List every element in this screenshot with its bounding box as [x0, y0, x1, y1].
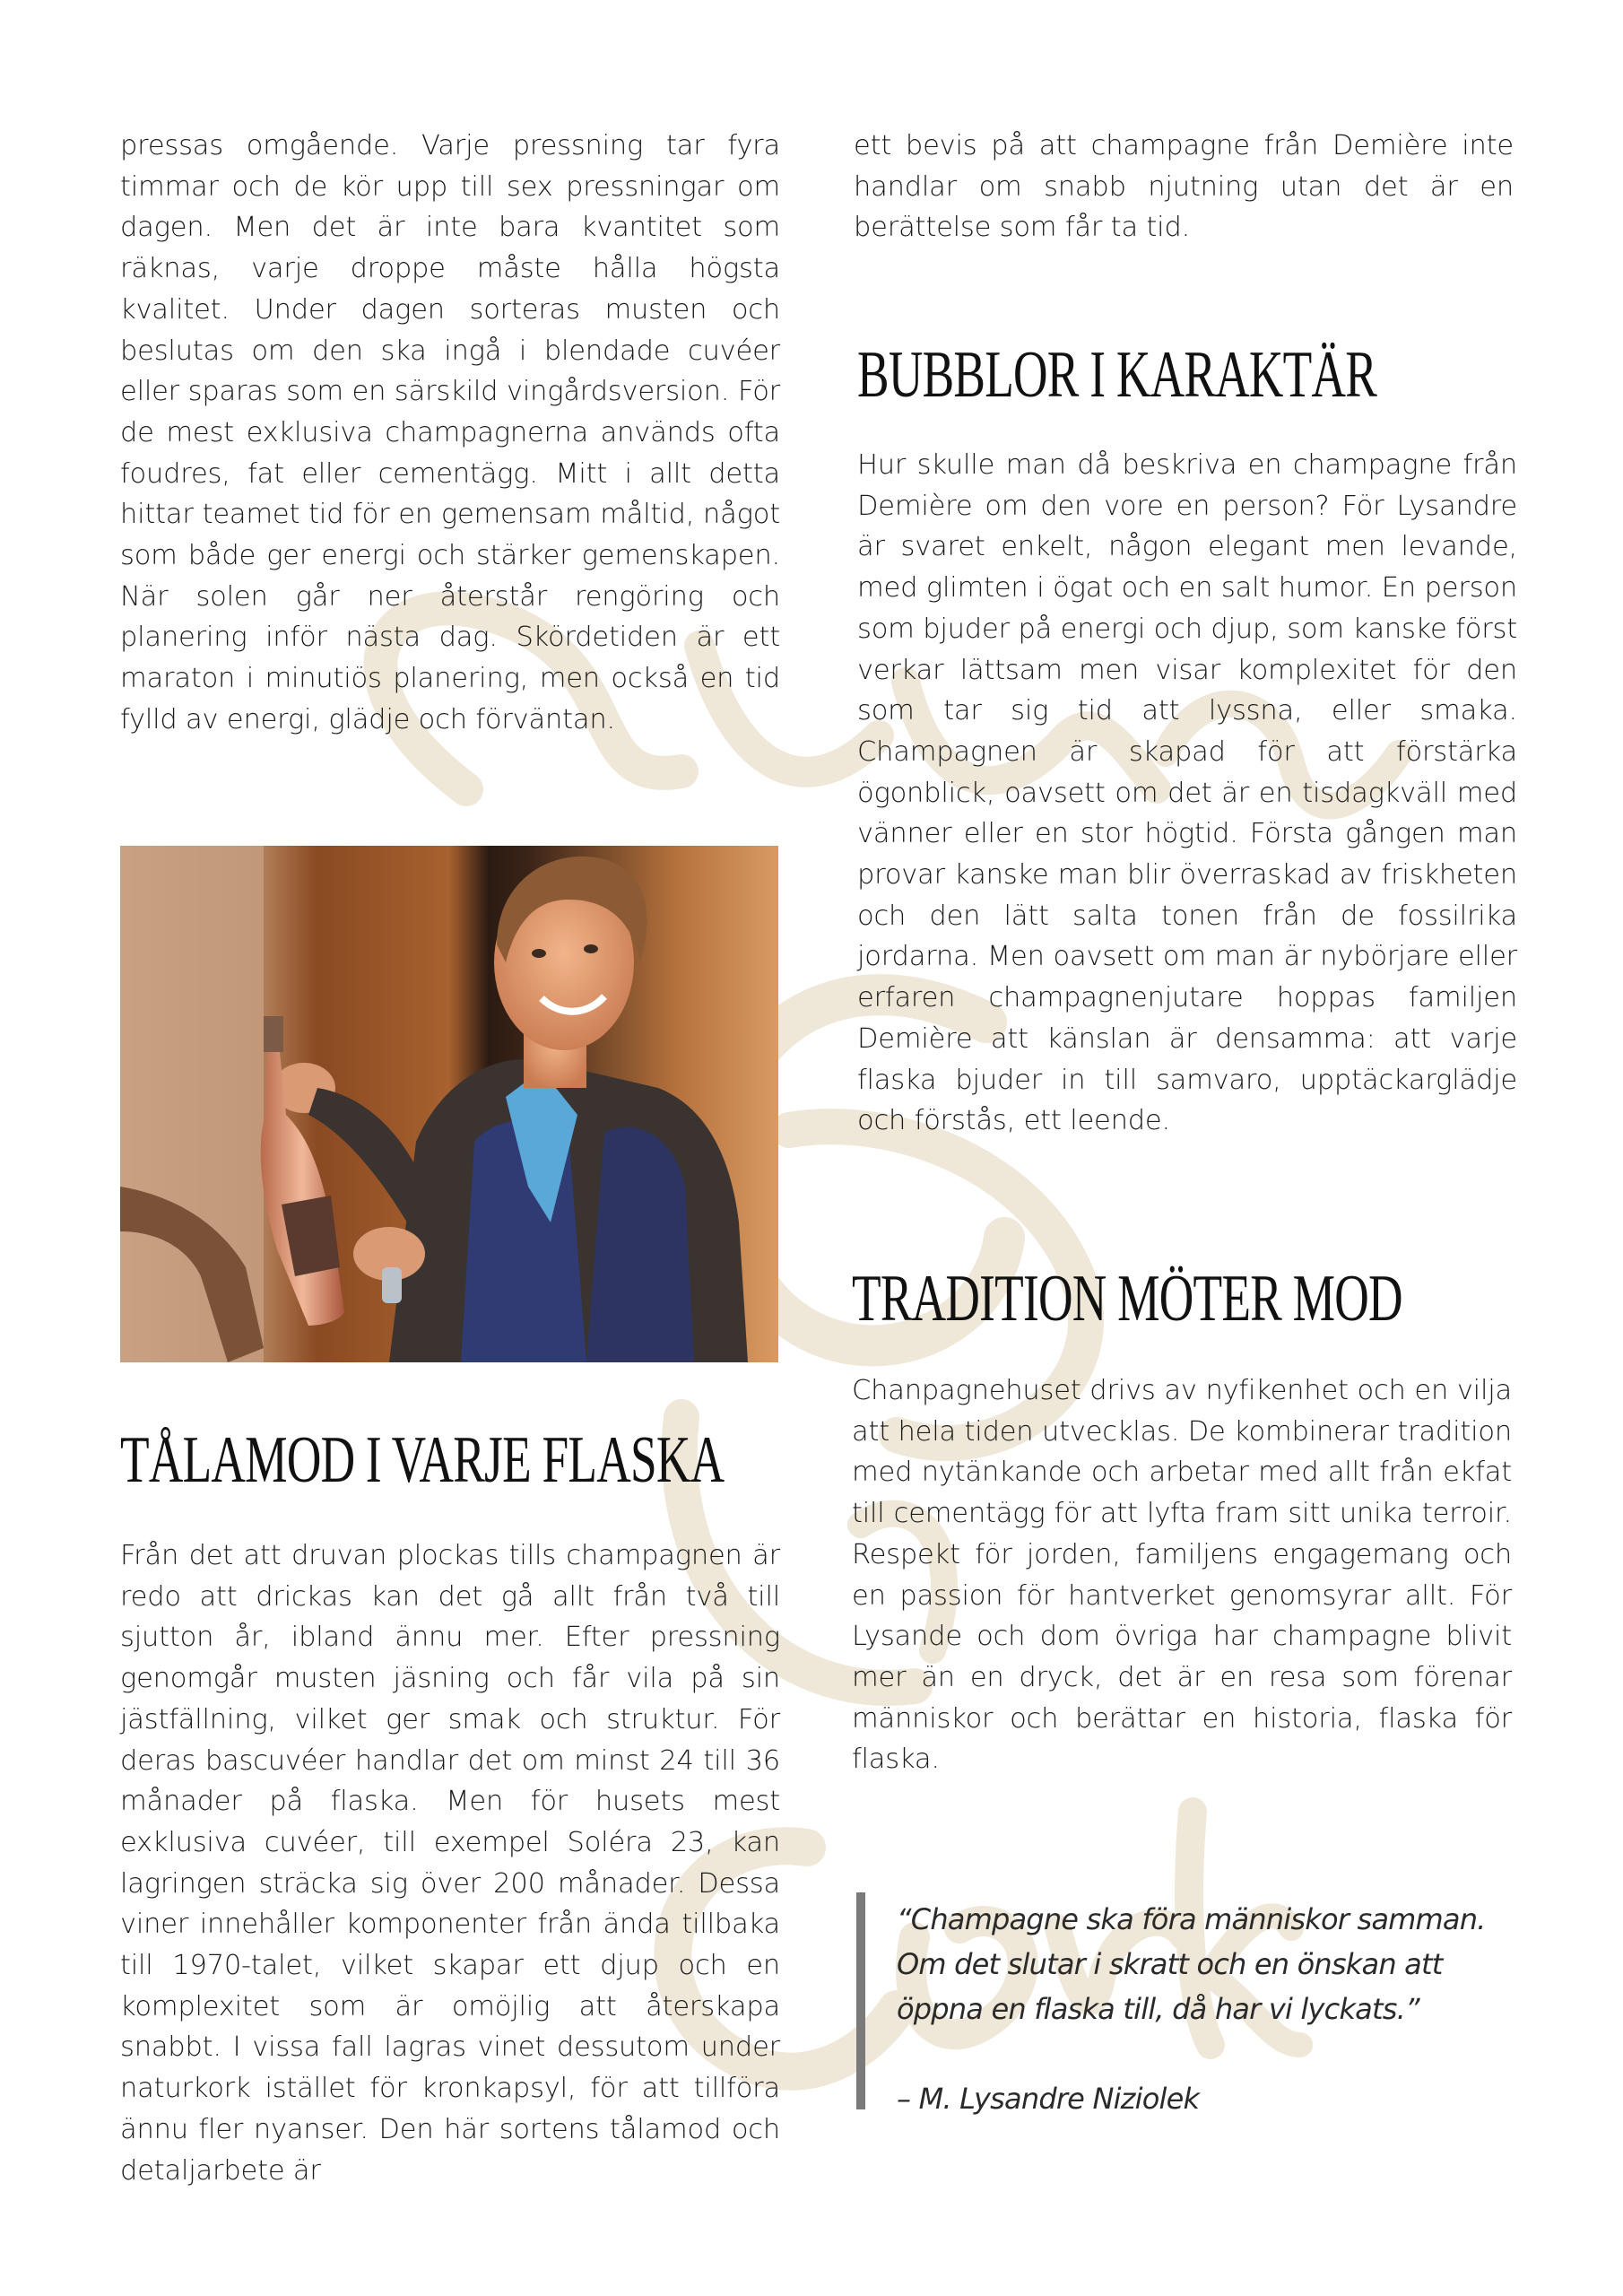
- quote-line-1: “Champagne ska föra människor samman.: [897, 1902, 1486, 1936]
- section-heading-talamod: TÅLAMOD I VARJE FLASKA: [120, 1423, 725, 1497]
- section-bubblor-body: [857, 445, 1517, 1142]
- right-intro-paragraph: ett bevis på att champagne från Demière inte handlar om snabb njutning utan det är en berättelse som får ta tid.: [854, 130, 1514, 244]
- section-talamod-body: [120, 1535, 780, 2191]
- section-talamod: [120, 1424, 784, 1496]
- quote-line-2: Om det slutar i skratt och en önskan att: [897, 1947, 1443, 1981]
- section-tradition-body: [852, 1370, 1512, 1780]
- section-tradition-paragraph: Chanpagnehuset drivs av nyfikenhet och en vilja att hela tiden utvecklas. De kombinerar tradition med nytänkande och arbetar med allt från ekfat till cementägg för att lyfta fram sitt unika terroir. Respekt för jorden, familjens engagemang och en passion för hantverket genomsyrar allt. För Lysande och dom övriga har champagne blivit mer än en dryck, det är en resa som förenar människor och berättar en historia, flaska för flaska.: [852, 1375, 1512, 1776]
- section-heading-tradition: TRADITION MÖTER MOD: [852, 1262, 1402, 1335]
- section-bubblor: [857, 339, 1521, 411]
- section-bubblor-paragraph: Hur skulle man då beskriva en champagne från Demière om den vore en person? För Lysandre är svaret enkelt, någon elegant men levande, med glimten i ögat och en salt humor. En person som bjuder på energi och djup, som kanske först verkar lättsam men visar komplexitet för den som tar sig tid att lyssna, eller smaka. Champagnen är skapad för att förstärka ögonblick, oavsett om det är en tisdagkväll med vänner eller en stor högtid. Första gången man provar kanske man blir överraskad av friskheten och den lätt salta tonen från de fossilrika jordarna. Men oavsett om man är nybörjare eller erfaren champagnenjutare hoppas familjen Demière att känslan är densamma: att varje flaska bjuder in till samvaro, upptäckarglädje och förstås, ett leende.: [857, 449, 1517, 1137]
- right-intro: [854, 126, 1514, 248]
- quote-attribution: – M. Lysandre Niziolek: [897, 2082, 1200, 2116]
- quote-bar: [856, 1892, 865, 2109]
- photo-winemaker-with-bottle: [120, 846, 778, 1362]
- section-tradition: [852, 1263, 1515, 1335]
- left-intro: [120, 126, 780, 741]
- pull-quote: [897, 1897, 1515, 2121]
- quote-line-3: öppna en flaska till, då har vi lyckats.”: [897, 1992, 1419, 2026]
- left-intro-paragraph: pressas omgående. Varje pressning tar fyra timmar och de kör upp till sex pressningar om dagen. Men det är inte bara kvantitet som räknas, varje droppe måste hålla högsta kvalitet. Under dagen sorteras musten och beslutas om den ska ingå i blendade cuvéer eller sparas som en särskild vingårdsversion. För de mest exklusiva champagnerna används ofta foudres, fat eller cementägg. Mitt i allt detta hittar teamet tid för en gemensam måltid, något som både ger energi och stärker gemenskapen. När solen går ner återstår rengöring och planering inför nästa dag. Skördetiden är ett maraton i minutiös planering, men också en tid fylld av energi, glädje och förväntan.: [120, 130, 780, 735]
- section-heading-bubblor: BUBBLOR I KARAKTÄR: [857, 338, 1377, 412]
- section-talamod-paragraph: Från det att druvan plockas tills champagnen är redo att drickas kan det gå allt från två till sjutton år, ibland ännu mer. Efter pressning genomgår musten jäsning och får vila på sin jästfällning, vilket ger smak och struktur. För deras bascuvéer handlar det om minst 24 till 36 månader på flaska. Men för husets mest exklusiva cuvéer, till exempel Soléra 23, kan lagringen sträcka sig över 200 månader. Dessa viner innehåller komponenter från ända tillbaka till 1970-talet, vilket skapar ett djup och en komplexitet som är omöjlig att återskapa snabbt. I vissa fall lagras vinet dessutom under naturkork istället för kronkapsyl, för att tillföra ännu fler nyanser. Den här sortens tålamod och detaljarbete är: [120, 1540, 780, 2187]
